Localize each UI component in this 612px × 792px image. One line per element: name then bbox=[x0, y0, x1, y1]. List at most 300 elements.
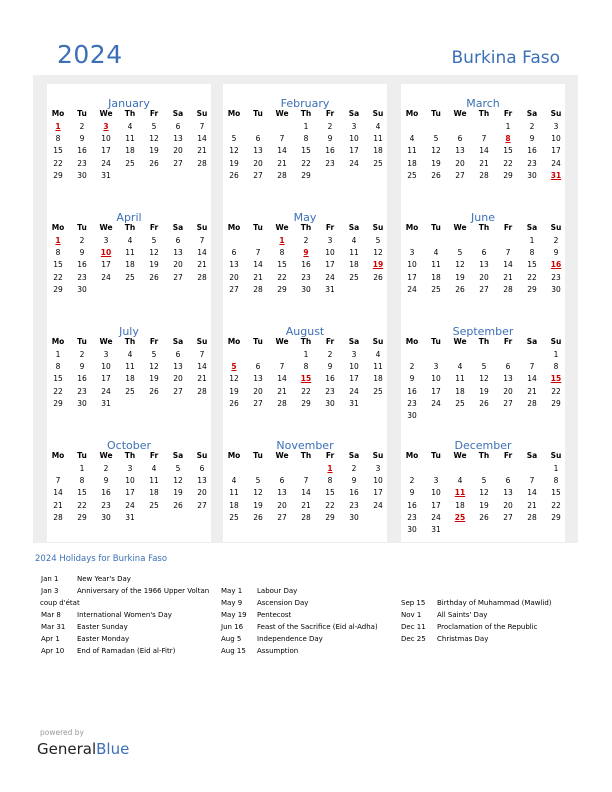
day-cell: 15 bbox=[301, 146, 311, 156]
day-cell: 9 bbox=[103, 476, 109, 486]
day-cell: 9 bbox=[327, 362, 333, 372]
day-cell: 12 bbox=[173, 476, 183, 486]
weekday-header: We bbox=[99, 337, 113, 346]
day-cell: 20 bbox=[503, 500, 513, 510]
day-cell: 2 bbox=[79, 350, 85, 359]
weekday-header: Mo bbox=[51, 109, 65, 118]
day-cell: 21 bbox=[527, 386, 537, 396]
weekday-header: Su bbox=[196, 451, 208, 460]
holiday-date: Apr 10 bbox=[41, 647, 65, 655]
day-cell: 24 bbox=[325, 272, 335, 282]
day-cell: 4 bbox=[375, 122, 381, 131]
weekday-header: Su bbox=[550, 451, 562, 460]
weekday-header: Fr bbox=[503, 109, 513, 118]
day-cell: 22 bbox=[53, 158, 63, 168]
country-title: Burkina Faso bbox=[451, 48, 560, 68]
day-cell: 10 bbox=[373, 476, 383, 486]
day-cell: 4 bbox=[433, 248, 439, 258]
day-cell: 5 bbox=[433, 134, 439, 144]
day-cell: 25 bbox=[125, 158, 135, 168]
holiday-item bbox=[401, 622, 538, 632]
holiday-day-cell: 8 bbox=[505, 134, 511, 144]
day-cell: 11 bbox=[431, 260, 441, 270]
day-cell: 18 bbox=[455, 500, 465, 510]
weekday-header: Mo bbox=[51, 451, 65, 460]
day-cell: 16 bbox=[527, 146, 537, 156]
day-cell: 20 bbox=[253, 386, 263, 396]
day-cell: 27 bbox=[277, 512, 287, 522]
day-cell: 29 bbox=[301, 398, 311, 408]
weekday-header: We bbox=[99, 109, 113, 118]
day-cell: 27 bbox=[503, 512, 513, 522]
day-cell: 18 bbox=[125, 374, 135, 384]
day-cell: 23 bbox=[551, 272, 561, 282]
day-cell: 12 bbox=[253, 488, 263, 498]
day-cell: 23 bbox=[527, 158, 537, 168]
day-cell: 17 bbox=[431, 386, 441, 396]
day-cell: 2 bbox=[327, 122, 333, 131]
day-cell: 30 bbox=[77, 284, 87, 294]
day-cell: 16 bbox=[325, 374, 335, 384]
day-cell: 17 bbox=[349, 146, 359, 156]
day-cell: 9 bbox=[79, 362, 85, 372]
day-cell: 9 bbox=[79, 134, 85, 144]
day-cell: 24 bbox=[349, 158, 359, 168]
day-cell: 19 bbox=[149, 146, 159, 156]
day-cell: 22 bbox=[503, 158, 513, 168]
day-cell: 4 bbox=[127, 236, 133, 245]
day-cell: 4 bbox=[409, 134, 415, 144]
day-cell: 28 bbox=[527, 398, 537, 408]
holiday-item bbox=[401, 610, 487, 620]
day-cell: 8 bbox=[303, 362, 309, 372]
day-cell: 12 bbox=[149, 248, 159, 258]
day-cell: 30 bbox=[301, 284, 311, 294]
day-cell: 8 bbox=[79, 476, 85, 486]
holiday-date: Mar 31 bbox=[41, 623, 66, 631]
holiday-day-cell: 31 bbox=[550, 170, 562, 180]
weekday-header: Mo bbox=[405, 109, 419, 118]
day-cell: 15 bbox=[503, 146, 513, 156]
day-cell: 10 bbox=[125, 476, 135, 486]
day-cell: 18 bbox=[373, 374, 383, 384]
day-cell: 21 bbox=[277, 158, 287, 168]
day-cell: 15 bbox=[53, 260, 63, 270]
day-cell: 1 bbox=[303, 122, 309, 131]
day-cell: 29 bbox=[277, 284, 287, 294]
month-name: June bbox=[471, 211, 495, 224]
day-cell: 12 bbox=[149, 134, 159, 144]
weekday-header: Th bbox=[124, 337, 136, 346]
day-cell: 16 bbox=[325, 146, 335, 156]
day-cell: 3 bbox=[433, 362, 439, 372]
weekday-header: Su bbox=[372, 109, 384, 118]
weekday-header: Fr bbox=[503, 337, 513, 346]
weekday-header: Th bbox=[478, 451, 490, 460]
holiday-day-cell: 5 bbox=[231, 362, 237, 372]
day-cell: 23 bbox=[325, 158, 335, 168]
day-cell: 21 bbox=[527, 500, 537, 510]
weekday-header: Sa bbox=[348, 451, 360, 460]
day-cell: 12 bbox=[229, 374, 239, 384]
weekday-header: We bbox=[453, 337, 467, 346]
day-cell: 21 bbox=[53, 500, 63, 510]
holiday-item bbox=[221, 586, 297, 596]
day-cell: 30 bbox=[551, 284, 561, 294]
holiday-name: Ascension Day bbox=[257, 599, 309, 607]
day-cell: 22 bbox=[301, 158, 311, 168]
day-cell: 7 bbox=[279, 134, 285, 144]
holiday-item bbox=[221, 610, 291, 620]
holiday-day-cell: 1 bbox=[55, 122, 61, 131]
weekday-header: Fr bbox=[325, 451, 335, 460]
day-cell: 8 bbox=[303, 134, 309, 144]
weekday-header: Tu bbox=[253, 109, 263, 118]
day-cell: 19 bbox=[479, 386, 489, 396]
day-cell: 4 bbox=[375, 350, 381, 359]
weekday-header: Sa bbox=[526, 223, 538, 232]
day-cell: 13 bbox=[479, 260, 489, 270]
day-cell: 21 bbox=[197, 260, 207, 270]
day-cell: 28 bbox=[197, 386, 207, 396]
weekday-header: Tu bbox=[431, 451, 441, 460]
day-cell: 26 bbox=[149, 386, 159, 396]
holiday-item bbox=[40, 598, 80, 608]
day-cell: 2 bbox=[103, 464, 109, 473]
weekday-header: Mo bbox=[405, 337, 419, 346]
holiday-day-cell: 9 bbox=[303, 248, 309, 258]
day-cell: 28 bbox=[277, 170, 287, 180]
day-cell: 26 bbox=[229, 170, 239, 180]
weekday-header: Tu bbox=[431, 223, 441, 232]
day-cell: 22 bbox=[551, 386, 561, 396]
weekday-header: Sa bbox=[172, 223, 184, 232]
day-cell: 8 bbox=[327, 476, 333, 486]
day-cell: 22 bbox=[551, 500, 561, 510]
day-cell: 19 bbox=[149, 374, 159, 384]
day-cell: 22 bbox=[277, 272, 287, 282]
day-cell: 17 bbox=[325, 260, 335, 270]
day-cell: 11 bbox=[125, 134, 135, 144]
weekday-header: We bbox=[453, 109, 467, 118]
holiday-name: New Year's Day bbox=[77, 575, 131, 583]
day-cell: 20 bbox=[173, 374, 183, 384]
holiday-item bbox=[221, 598, 308, 608]
month-name: January bbox=[108, 97, 150, 110]
year-title: 2024 bbox=[57, 40, 123, 69]
weekday-header: Tu bbox=[77, 337, 87, 346]
day-cell: 20 bbox=[455, 158, 465, 168]
day-cell: 14 bbox=[277, 146, 287, 156]
month-december bbox=[401, 426, 565, 542]
day-cell: 11 bbox=[373, 362, 383, 372]
brand-general: General bbox=[37, 740, 97, 758]
day-cell: 25 bbox=[229, 512, 239, 522]
holiday-item bbox=[41, 574, 131, 584]
day-cell: 15 bbox=[53, 146, 63, 156]
day-cell: 11 bbox=[407, 146, 417, 156]
month-name: October bbox=[106, 439, 152, 452]
day-cell: 6 bbox=[457, 134, 463, 144]
day-cell: 23 bbox=[101, 500, 111, 510]
month-may bbox=[223, 198, 387, 314]
day-cell: 30 bbox=[101, 512, 111, 522]
holiday-date: May 19 bbox=[221, 611, 247, 619]
day-cell: 3 bbox=[327, 236, 333, 245]
holiday-item bbox=[221, 646, 298, 656]
day-cell: 4 bbox=[127, 122, 133, 131]
holiday-item bbox=[41, 610, 172, 620]
weekday-header: Th bbox=[300, 451, 312, 460]
day-cell: 24 bbox=[101, 272, 111, 282]
weekday-header: Fr bbox=[325, 109, 335, 118]
weekday-header: Fr bbox=[149, 337, 159, 346]
day-cell: 6 bbox=[505, 362, 511, 372]
weekday-header: Mo bbox=[227, 337, 241, 346]
weekday-header: Fr bbox=[325, 337, 335, 346]
weekday-header: Fr bbox=[149, 109, 159, 118]
day-cell: 27 bbox=[229, 284, 239, 294]
day-cell: 13 bbox=[197, 476, 207, 486]
weekday-header: We bbox=[453, 223, 467, 232]
month-november bbox=[223, 426, 387, 542]
day-cell: 24 bbox=[551, 158, 561, 168]
month-name: September bbox=[452, 325, 514, 338]
holiday-name: End of Ramadan (Eid al-Fitr) bbox=[77, 647, 176, 655]
day-cell: 31 bbox=[125, 512, 135, 522]
holiday-day-cell: 15 bbox=[300, 374, 312, 384]
weekday-header: Th bbox=[300, 223, 312, 232]
day-cell: 17 bbox=[431, 500, 441, 510]
day-cell: 22 bbox=[53, 272, 63, 282]
day-cell: 19 bbox=[253, 500, 263, 510]
day-cell: 5 bbox=[151, 122, 157, 131]
generalblue-logo[interactable] bbox=[37, 740, 129, 758]
day-cell: 17 bbox=[101, 146, 111, 156]
weekday-header: We bbox=[275, 223, 289, 232]
weekday-header: Su bbox=[372, 337, 384, 346]
day-cell: 5 bbox=[457, 248, 463, 258]
weekday-header: We bbox=[99, 451, 113, 460]
holiday-item bbox=[41, 622, 128, 632]
day-cell: 8 bbox=[529, 248, 535, 258]
holiday-name: Assumption bbox=[257, 647, 299, 655]
day-cell: 14 bbox=[527, 374, 537, 384]
day-cell: 4 bbox=[231, 476, 237, 486]
holiday-date: Dec 25 bbox=[401, 635, 426, 643]
day-cell: 3 bbox=[409, 248, 415, 258]
day-cell: 7 bbox=[529, 362, 535, 372]
holiday-day-cell: 16 bbox=[550, 260, 562, 270]
day-cell: 27 bbox=[173, 386, 183, 396]
day-cell: 10 bbox=[101, 362, 111, 372]
weekday-header: We bbox=[275, 337, 289, 346]
day-cell: 27 bbox=[455, 170, 465, 180]
day-cell: 3 bbox=[351, 122, 357, 131]
day-cell: 15 bbox=[527, 260, 537, 270]
day-cell: 8 bbox=[55, 362, 61, 372]
day-cell: 10 bbox=[407, 260, 417, 270]
day-cell: 9 bbox=[409, 488, 415, 498]
day-cell: 24 bbox=[101, 158, 111, 168]
day-cell: 28 bbox=[253, 284, 263, 294]
day-cell: 14 bbox=[53, 488, 63, 498]
day-cell: 6 bbox=[199, 464, 205, 473]
day-cell: 10 bbox=[431, 374, 441, 384]
weekday-header: Tu bbox=[253, 337, 263, 346]
day-cell: 26 bbox=[373, 272, 383, 282]
day-cell: 4 bbox=[457, 362, 463, 372]
day-cell: 7 bbox=[255, 248, 261, 258]
day-cell: 25 bbox=[407, 170, 417, 180]
day-cell: 2 bbox=[409, 476, 415, 486]
day-cell: 3 bbox=[351, 350, 357, 359]
holiday-date: Aug 15 bbox=[221, 647, 246, 655]
day-cell: 7 bbox=[199, 236, 205, 245]
holiday-day-cell: 1 bbox=[55, 236, 61, 245]
month-name: April bbox=[116, 211, 142, 224]
day-cell: 6 bbox=[255, 362, 261, 372]
month-june bbox=[401, 198, 565, 314]
day-cell: 21 bbox=[301, 500, 311, 510]
day-cell: 16 bbox=[349, 488, 359, 498]
day-cell: 19 bbox=[229, 386, 239, 396]
day-cell: 15 bbox=[277, 260, 287, 270]
month-march bbox=[401, 84, 565, 200]
day-cell: 8 bbox=[553, 362, 559, 372]
day-cell: 27 bbox=[197, 500, 207, 510]
day-cell: 7 bbox=[279, 362, 285, 372]
weekday-header: Th bbox=[300, 337, 312, 346]
day-cell: 7 bbox=[199, 350, 205, 359]
day-cell: 20 bbox=[503, 386, 513, 396]
day-cell: 24 bbox=[431, 398, 441, 408]
day-cell: 16 bbox=[407, 386, 417, 396]
day-cell: 15 bbox=[77, 488, 87, 498]
powered-by-label: powered by bbox=[40, 728, 84, 737]
weekday-header: Su bbox=[550, 337, 562, 346]
day-cell: 19 bbox=[431, 158, 441, 168]
day-cell: 14 bbox=[301, 488, 311, 498]
day-cell: 29 bbox=[301, 170, 311, 180]
day-cell: 27 bbox=[173, 158, 183, 168]
holiday-item bbox=[41, 634, 129, 644]
day-cell: 9 bbox=[351, 476, 357, 486]
day-cell: 12 bbox=[479, 374, 489, 384]
day-cell: 22 bbox=[53, 386, 63, 396]
weekday-header: Mo bbox=[51, 337, 65, 346]
day-cell: 20 bbox=[479, 272, 489, 282]
holiday-date: Jan 1 bbox=[41, 575, 59, 583]
holiday-name: Pentecost bbox=[257, 611, 292, 619]
weekday-header: We bbox=[453, 451, 467, 460]
day-cell: 28 bbox=[197, 158, 207, 168]
day-cell: 16 bbox=[77, 374, 87, 384]
weekday-header: Fr bbox=[503, 451, 513, 460]
month-february bbox=[223, 84, 387, 200]
weekday-header: Sa bbox=[348, 223, 360, 232]
day-cell: 23 bbox=[77, 158, 87, 168]
day-cell: 9 bbox=[409, 374, 415, 384]
day-cell: 2 bbox=[79, 236, 85, 245]
holiday-name: Feast of the Sacrifice (Eid al-Adha) bbox=[257, 623, 378, 631]
month-name: July bbox=[119, 325, 139, 338]
day-cell: 28 bbox=[503, 284, 513, 294]
day-cell: 13 bbox=[253, 146, 263, 156]
month-july bbox=[47, 312, 211, 428]
day-cell: 29 bbox=[551, 512, 561, 522]
day-cell: 7 bbox=[505, 248, 511, 258]
day-cell: 2 bbox=[303, 236, 309, 245]
day-cell: 13 bbox=[455, 146, 465, 156]
day-cell: 14 bbox=[253, 260, 263, 270]
day-cell: 28 bbox=[527, 512, 537, 522]
weekday-header: Sa bbox=[172, 451, 184, 460]
month-name: November bbox=[276, 439, 334, 452]
day-cell: 5 bbox=[151, 236, 157, 245]
day-cell: 17 bbox=[349, 374, 359, 384]
weekday-header: Mo bbox=[405, 223, 419, 232]
day-cell: 18 bbox=[125, 260, 135, 270]
day-cell: 31 bbox=[349, 398, 359, 408]
holiday-date: Jan 3 bbox=[41, 587, 59, 595]
day-cell: 1 bbox=[79, 464, 85, 473]
day-cell: 31 bbox=[325, 284, 335, 294]
day-cell: 5 bbox=[375, 236, 381, 245]
weekday-header: Sa bbox=[526, 109, 538, 118]
holiday-day-cell: 1 bbox=[327, 464, 333, 473]
day-cell: 10 bbox=[431, 488, 441, 498]
day-cell: 12 bbox=[229, 146, 239, 156]
month-name: August bbox=[285, 325, 325, 338]
day-cell: 8 bbox=[55, 134, 61, 144]
holiday-item bbox=[401, 598, 552, 608]
day-cell: 28 bbox=[197, 272, 207, 282]
day-cell: 14 bbox=[503, 260, 513, 270]
holidays-title: 2024 Holidays for Burkina Faso bbox=[35, 554, 168, 564]
holiday-date: Dec 11 bbox=[401, 623, 426, 631]
day-cell: 6 bbox=[481, 248, 487, 258]
weekday-header: Sa bbox=[172, 337, 184, 346]
day-cell: 19 bbox=[229, 158, 239, 168]
day-cell: 14 bbox=[479, 146, 489, 156]
day-cell: 10 bbox=[349, 134, 359, 144]
weekday-header: Fr bbox=[325, 223, 335, 232]
holiday-name: All Saints' Day bbox=[437, 611, 488, 619]
day-cell: 4 bbox=[351, 236, 357, 245]
day-cell: 17 bbox=[125, 488, 135, 498]
weekday-header: Mo bbox=[227, 109, 241, 118]
day-cell: 11 bbox=[149, 476, 159, 486]
day-cell: 13 bbox=[253, 374, 263, 384]
day-cell: 3 bbox=[375, 464, 381, 473]
day-cell: 18 bbox=[149, 488, 159, 498]
day-cell: 17 bbox=[101, 260, 111, 270]
day-cell: 21 bbox=[503, 272, 513, 282]
holiday-name: coup d'état bbox=[40, 599, 80, 607]
day-cell: 19 bbox=[149, 260, 159, 270]
holiday-date: Sep 15 bbox=[401, 599, 426, 607]
day-cell: 22 bbox=[527, 272, 537, 282]
day-cell: 12 bbox=[479, 488, 489, 498]
weekday-header: Su bbox=[196, 337, 208, 346]
day-cell: 2 bbox=[553, 236, 559, 245]
day-cell: 6 bbox=[231, 248, 237, 258]
weekday-header: Su bbox=[372, 223, 384, 232]
day-cell: 10 bbox=[551, 134, 561, 144]
holiday-item bbox=[221, 622, 378, 632]
day-cell: 11 bbox=[125, 362, 135, 372]
